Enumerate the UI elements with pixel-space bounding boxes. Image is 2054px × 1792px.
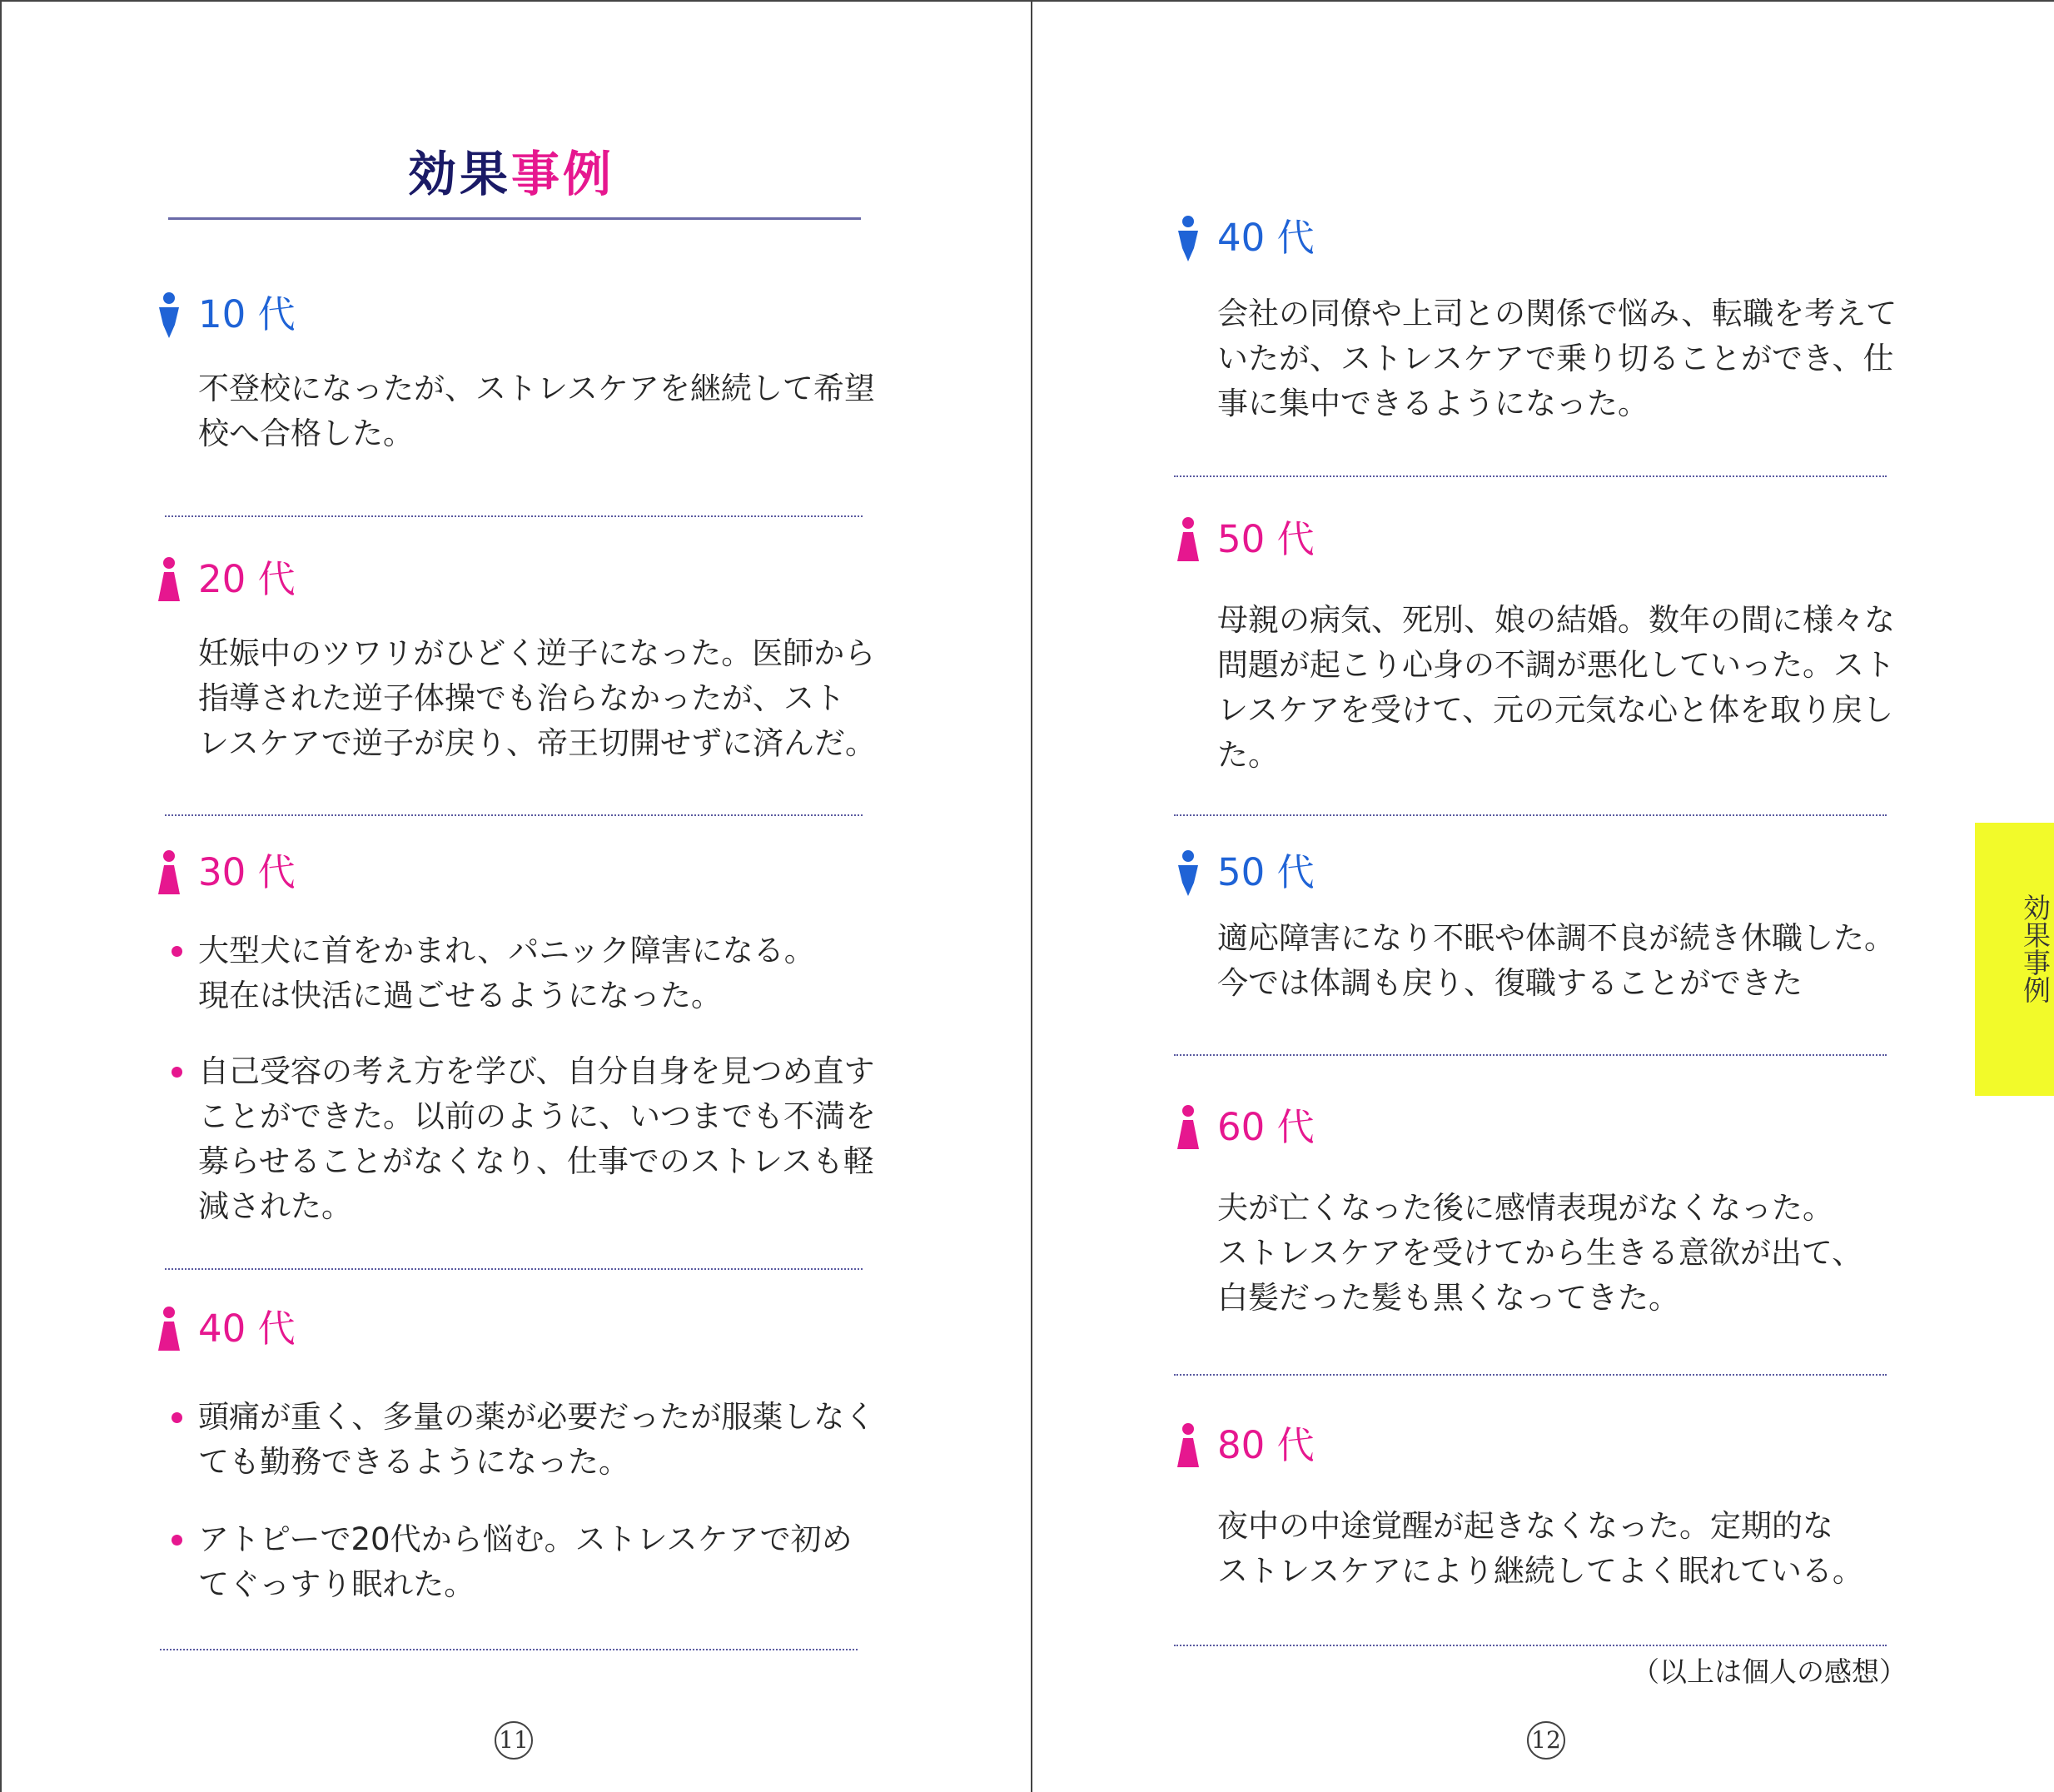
bullet-item xyxy=(198,1395,875,1485)
text-line: 夜中の中途覚醒が起きなくなった。定期的な xyxy=(1217,1508,1833,1544)
section-divider xyxy=(1174,814,1887,816)
age-label: 40 代 xyxy=(198,1307,296,1351)
text-line: 不登校になったが、ストレスケアを継続して希望 xyxy=(198,371,875,406)
male-person-icon xyxy=(1176,215,1201,261)
page-number: 12 xyxy=(1527,1721,1565,1760)
case-description xyxy=(1217,598,1895,778)
case-description xyxy=(1217,1504,1863,1594)
text-line: 減された。 xyxy=(198,1188,352,1224)
title-part-1: 効果 xyxy=(408,146,512,202)
page-number: 11 xyxy=(495,1721,533,1760)
text-line: ストレスケアにより継続してよく眠れている。 xyxy=(1217,1553,1863,1589)
text-line: レスケアで逆子が戻り、帝王切開せずに済んだ。 xyxy=(198,725,876,761)
text-line: 会社の同僚や上司との関係で悩み、転職を考えて xyxy=(1217,296,1897,331)
text-line: 適応障害になり不眠や体調不良が続き休職した。 xyxy=(1217,920,1895,956)
title-part-2: 事例 xyxy=(511,146,615,202)
female-person-icon xyxy=(157,849,182,896)
text-line: ストレスケアを受けてから生きる意欲が出て、 xyxy=(1217,1235,1863,1271)
age-label: 80 代 xyxy=(1217,1423,1315,1467)
case-description xyxy=(198,631,876,766)
male-person-icon xyxy=(1176,849,1201,896)
female-person-icon xyxy=(157,556,182,603)
case-description xyxy=(1217,1186,1863,1321)
bullet-dot xyxy=(172,946,182,957)
section-divider xyxy=(165,814,863,816)
text-line: 校へ合格した。 xyxy=(198,416,414,451)
text-line: いたが、ストレスケアで乗り切ることができ、仕 xyxy=(1217,341,1894,376)
bullet-item xyxy=(198,1049,876,1229)
text-line: 現在は快活に過ごせるようになった。 xyxy=(198,978,722,1013)
text-line: 問題が起こり心身の不調が悪化していった。スト xyxy=(1217,647,1895,683)
right-page xyxy=(1032,0,2054,1792)
bullet-dot xyxy=(172,1535,182,1546)
page-title xyxy=(408,135,614,205)
bullet-dot xyxy=(172,1067,182,1078)
age-label: 30 代 xyxy=(198,850,296,894)
case-description xyxy=(198,366,875,456)
text-line: た。 xyxy=(1217,737,1279,773)
section-divider xyxy=(160,1649,858,1650)
section-divider xyxy=(165,1268,863,1270)
female-person-icon xyxy=(157,1306,182,1352)
index-tab xyxy=(1975,823,2054,1096)
age-label: 40 代 xyxy=(1217,216,1315,260)
text-line: ても勤務できるようになった。 xyxy=(198,1444,629,1480)
title-divider xyxy=(168,217,861,220)
text-line: 母親の病気、死別、娘の結婚。数年の間に様々な xyxy=(1217,602,1895,638)
case-description xyxy=(1217,291,1897,426)
age-label: 60 代 xyxy=(1217,1105,1315,1149)
text-line: 指導された逆子体操でも治らなかったが、スト xyxy=(198,680,845,716)
section-divider xyxy=(1174,1374,1887,1376)
text-line: 夫が亡くなった後に感情表現がなくなった。 xyxy=(1217,1190,1833,1226)
bullet-dot xyxy=(172,1412,182,1423)
text-line: 頭痛が重く、多量の薬が必要だったが服薬しなく xyxy=(198,1399,876,1435)
text-line: 自己受容の考え方を学び、自分自身を見つめ直す xyxy=(198,1053,875,1089)
index-tab-label: 効果事例 xyxy=(2019,894,2052,1003)
text-line: 妊娠中のツワリがひどく逆子になった。医師から xyxy=(198,635,876,671)
female-person-icon xyxy=(1176,516,1201,563)
text-line: ことができた。以前のように、いつまでも不満を xyxy=(198,1098,876,1134)
text-line: 今では体調も戻り、復職することができた xyxy=(1217,965,1803,1001)
section-divider xyxy=(1174,1645,1887,1646)
text-line: レスケアを受けて、元の元気な心と体を取り戻し xyxy=(1217,692,1894,728)
section-divider xyxy=(1174,475,1887,477)
age-label: 50 代 xyxy=(1217,517,1315,561)
case-description xyxy=(1217,916,1895,1006)
age-label: 10 代 xyxy=(198,292,296,336)
disclaimer-note: （以上は個人の感想） xyxy=(1632,1655,1907,1688)
text-line: 事に集中できるようになった。 xyxy=(1217,386,1649,421)
age-label: 20 代 xyxy=(198,557,296,601)
age-label: 50 代 xyxy=(1217,850,1315,894)
male-person-icon xyxy=(157,291,182,338)
text-line: 大型犬に首をかまれ、パニック障害になる。 xyxy=(198,933,815,968)
text-line: アトピーで20代から悩む。ストレスケアで初め xyxy=(198,1521,853,1557)
female-person-icon xyxy=(1176,1422,1201,1469)
text-line: 白髪だった髪も黒くなってきた。 xyxy=(1217,1280,1679,1316)
female-person-icon xyxy=(1176,1104,1201,1151)
text-line: 募らせることがなくなり、仕事でのストレスも軽 xyxy=(198,1143,874,1179)
section-divider xyxy=(1174,1054,1887,1056)
section-divider xyxy=(165,515,863,517)
text-line: てぐっすり眠れた。 xyxy=(198,1566,475,1602)
bullet-item xyxy=(198,1517,853,1607)
bullet-item xyxy=(198,928,815,1018)
